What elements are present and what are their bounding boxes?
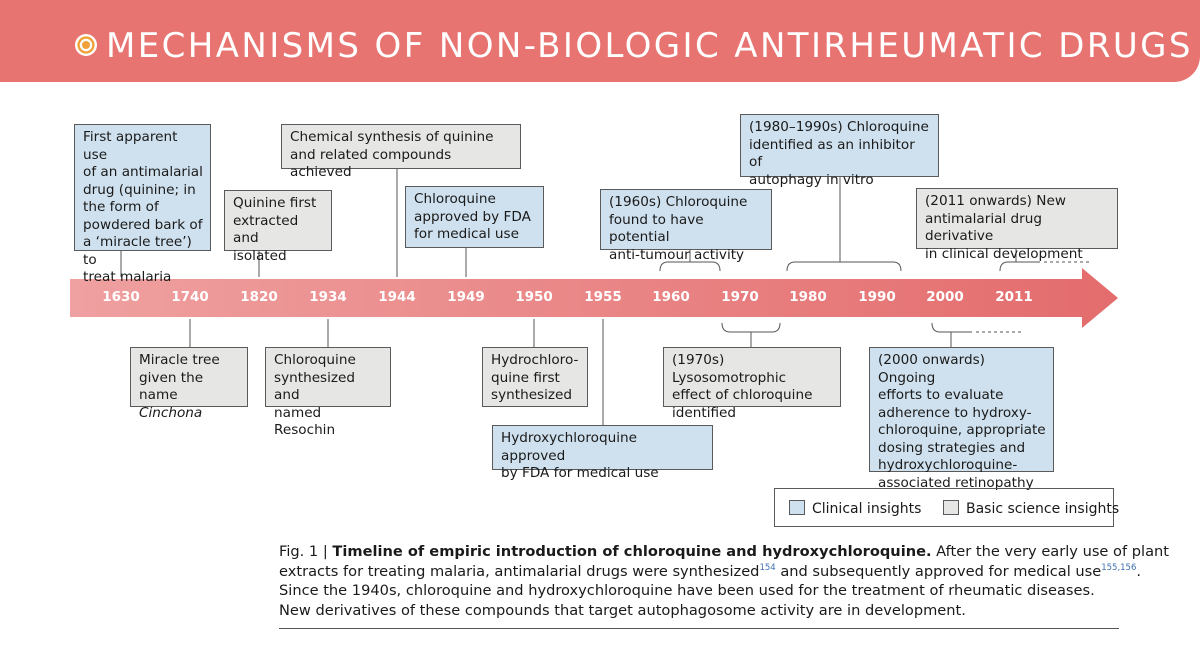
event-text-line: dosing strategies and <box>878 439 1026 456</box>
caption-line2c: . <box>1136 562 1142 580</box>
caption-line4: New derivatives of these compounds that target autophagosome activity are in development. <box>279 601 966 619</box>
year-label: 1820 <box>240 289 278 305</box>
year-label: 1740 <box>171 289 209 305</box>
event-text-line: Quinine first <box>233 195 317 211</box>
event-text-line: autophagy in vitro <box>749 171 874 188</box>
legend-swatch-basic <box>943 500 959 515</box>
event-text-line: associated retinopathy <box>878 474 1034 491</box>
event-text-line: (2011 onwards) New <box>925 193 1066 209</box>
event-box-clinical <box>869 347 1054 491</box>
year-label: 1950 <box>515 289 553 305</box>
event-text-line: treat malaria <box>83 269 172 285</box>
event-text-line: antimalarial drug derivative <box>925 210 1042 244</box>
event-box-clinical <box>600 189 772 263</box>
event-box-clinical <box>74 124 211 285</box>
event-text-line: quine first <box>491 369 560 386</box>
reference-155-156[interactable]: 155,156 <box>1101 562 1137 573</box>
reference-154[interactable]: 154 <box>759 562 776 573</box>
year-label: 2011 <box>995 289 1033 305</box>
page-title: MECHANISMS OF NON-BIOLOGIC ANTIRHEUMATIC DRUGS <box>106 26 1193 66</box>
legend <box>774 488 1120 527</box>
event-text-line: the form of <box>83 199 159 215</box>
event-box-basic <box>281 124 521 180</box>
event-text-line: identified <box>672 404 737 421</box>
legend-item-basic <box>943 500 1119 517</box>
event-text-line: isolated <box>233 247 287 264</box>
caption-fig-label: Fig. 1 | <box>279 543 333 560</box>
year-label: 1970 <box>721 289 759 305</box>
event-box-basic <box>663 347 841 421</box>
legend-label-clinical: Clinical insights <box>812 501 922 517</box>
event-text-line: Chemical synthesis of quinine <box>290 129 494 145</box>
year-label: 1630 <box>102 289 140 305</box>
bracket-1980-1990s <box>787 262 901 271</box>
caption-line2b: and subsequently approved for medical use <box>775 562 1102 580</box>
event-box-basic <box>224 190 332 264</box>
bracket-1970s <box>722 323 780 332</box>
caption-line1-rest: After the very early use of plant <box>931 543 1169 560</box>
year-label: 1955 <box>584 289 622 305</box>
event-text-line: Hydrochloro- <box>491 352 579 368</box>
event-text-line: (2000 onwards) Ongoing <box>878 352 985 386</box>
event-text-line: (1980–1990s) Chloroquine <box>749 119 929 135</box>
event-text-line: Hydroxychloroquine approved <box>501 430 637 464</box>
event-text-line: Miracle tree <box>139 352 220 368</box>
year-label: 1934 <box>309 289 347 305</box>
event-text-line: and related compounds achieved <box>290 146 452 180</box>
event-text-line: in clinical development <box>925 245 1083 262</box>
event-text-line: approved by FDA <box>414 208 531 225</box>
event-text-line: Chloroquine <box>274 352 356 368</box>
caption-line2a: extracts for treating malaria, antimalarial drugs were synthesized <box>279 562 760 580</box>
event-text-line: for medical use <box>414 226 519 242</box>
legend-label-basic: Basic science insights <box>966 501 1120 517</box>
year-label: 2000 <box>926 289 964 305</box>
event-box-basic <box>130 347 248 421</box>
legend-swatch-clinical <box>789 500 805 515</box>
event-box-clinical <box>740 114 939 188</box>
bracket-2011-onwards <box>1000 262 1040 271</box>
event-text-line: given the name <box>139 369 204 403</box>
event-text-line: hydroxychloroquine- <box>878 457 1018 473</box>
year-label: 1944 <box>378 289 416 305</box>
year-label: 1949 <box>447 289 485 305</box>
event-text-line: named Resochin <box>274 404 336 438</box>
legend-item-clinical <box>789 500 921 517</box>
caption-line3: Since the 1940s, chloroquine and hydroxychloroquine have been used for the treatment of rheumatic diseases. <box>279 582 1095 599</box>
event-text-line: of an antimalarial <box>83 164 203 180</box>
event-text-line: efforts to evaluate <box>878 387 1004 403</box>
event-text-line: synthesized <box>491 387 573 403</box>
event-box-clinical <box>492 425 713 481</box>
event-text-line: identified as an inhibitor of <box>749 136 915 170</box>
year-label: 1960 <box>652 289 690 305</box>
event-text-line: drug (quinine; in <box>83 181 196 198</box>
figure-caption <box>279 542 1169 620</box>
event-text-line: Cinchona <box>139 404 203 421</box>
event-text-line: extracted and <box>233 212 299 246</box>
caption-title: Timeline of empiric introduction of chloroquine and hydroxychloroquine. <box>332 543 932 560</box>
event-text-line: (1970s) Lysosomotrophic <box>672 352 787 386</box>
bracket-2000-onwards <box>932 323 972 332</box>
event-text-line: anti-tumour activity <box>609 246 745 263</box>
event-text-line: synthesized and <box>274 369 356 403</box>
event-text-line: a ‘miracle tree’) to <box>83 234 192 268</box>
event-text-line: Chloroquine <box>414 191 496 207</box>
event-text-line: First apparent use <box>83 129 178 163</box>
event-box-basic <box>916 188 1118 262</box>
event-text-line: powdered bark of <box>83 216 203 233</box>
event-box-clinical <box>405 186 544 248</box>
caption-divider <box>279 628 1119 629</box>
event-box-basic <box>482 347 588 407</box>
event-text-line: found to have potential <box>609 211 704 245</box>
event-text-line: by FDA for medical use <box>501 465 659 481</box>
year-label: 1980 <box>789 289 827 305</box>
year-label: 1990 <box>858 289 896 305</box>
event-text-line: chloroquine, appropriate <box>878 422 1046 438</box>
event-box-basic <box>265 347 391 438</box>
event-text-line: adherence to hydroxy- <box>878 404 1032 421</box>
event-text-line: (1960s) Chloroquine <box>609 194 748 210</box>
event-text-line: effect of chloroquine <box>672 387 813 403</box>
